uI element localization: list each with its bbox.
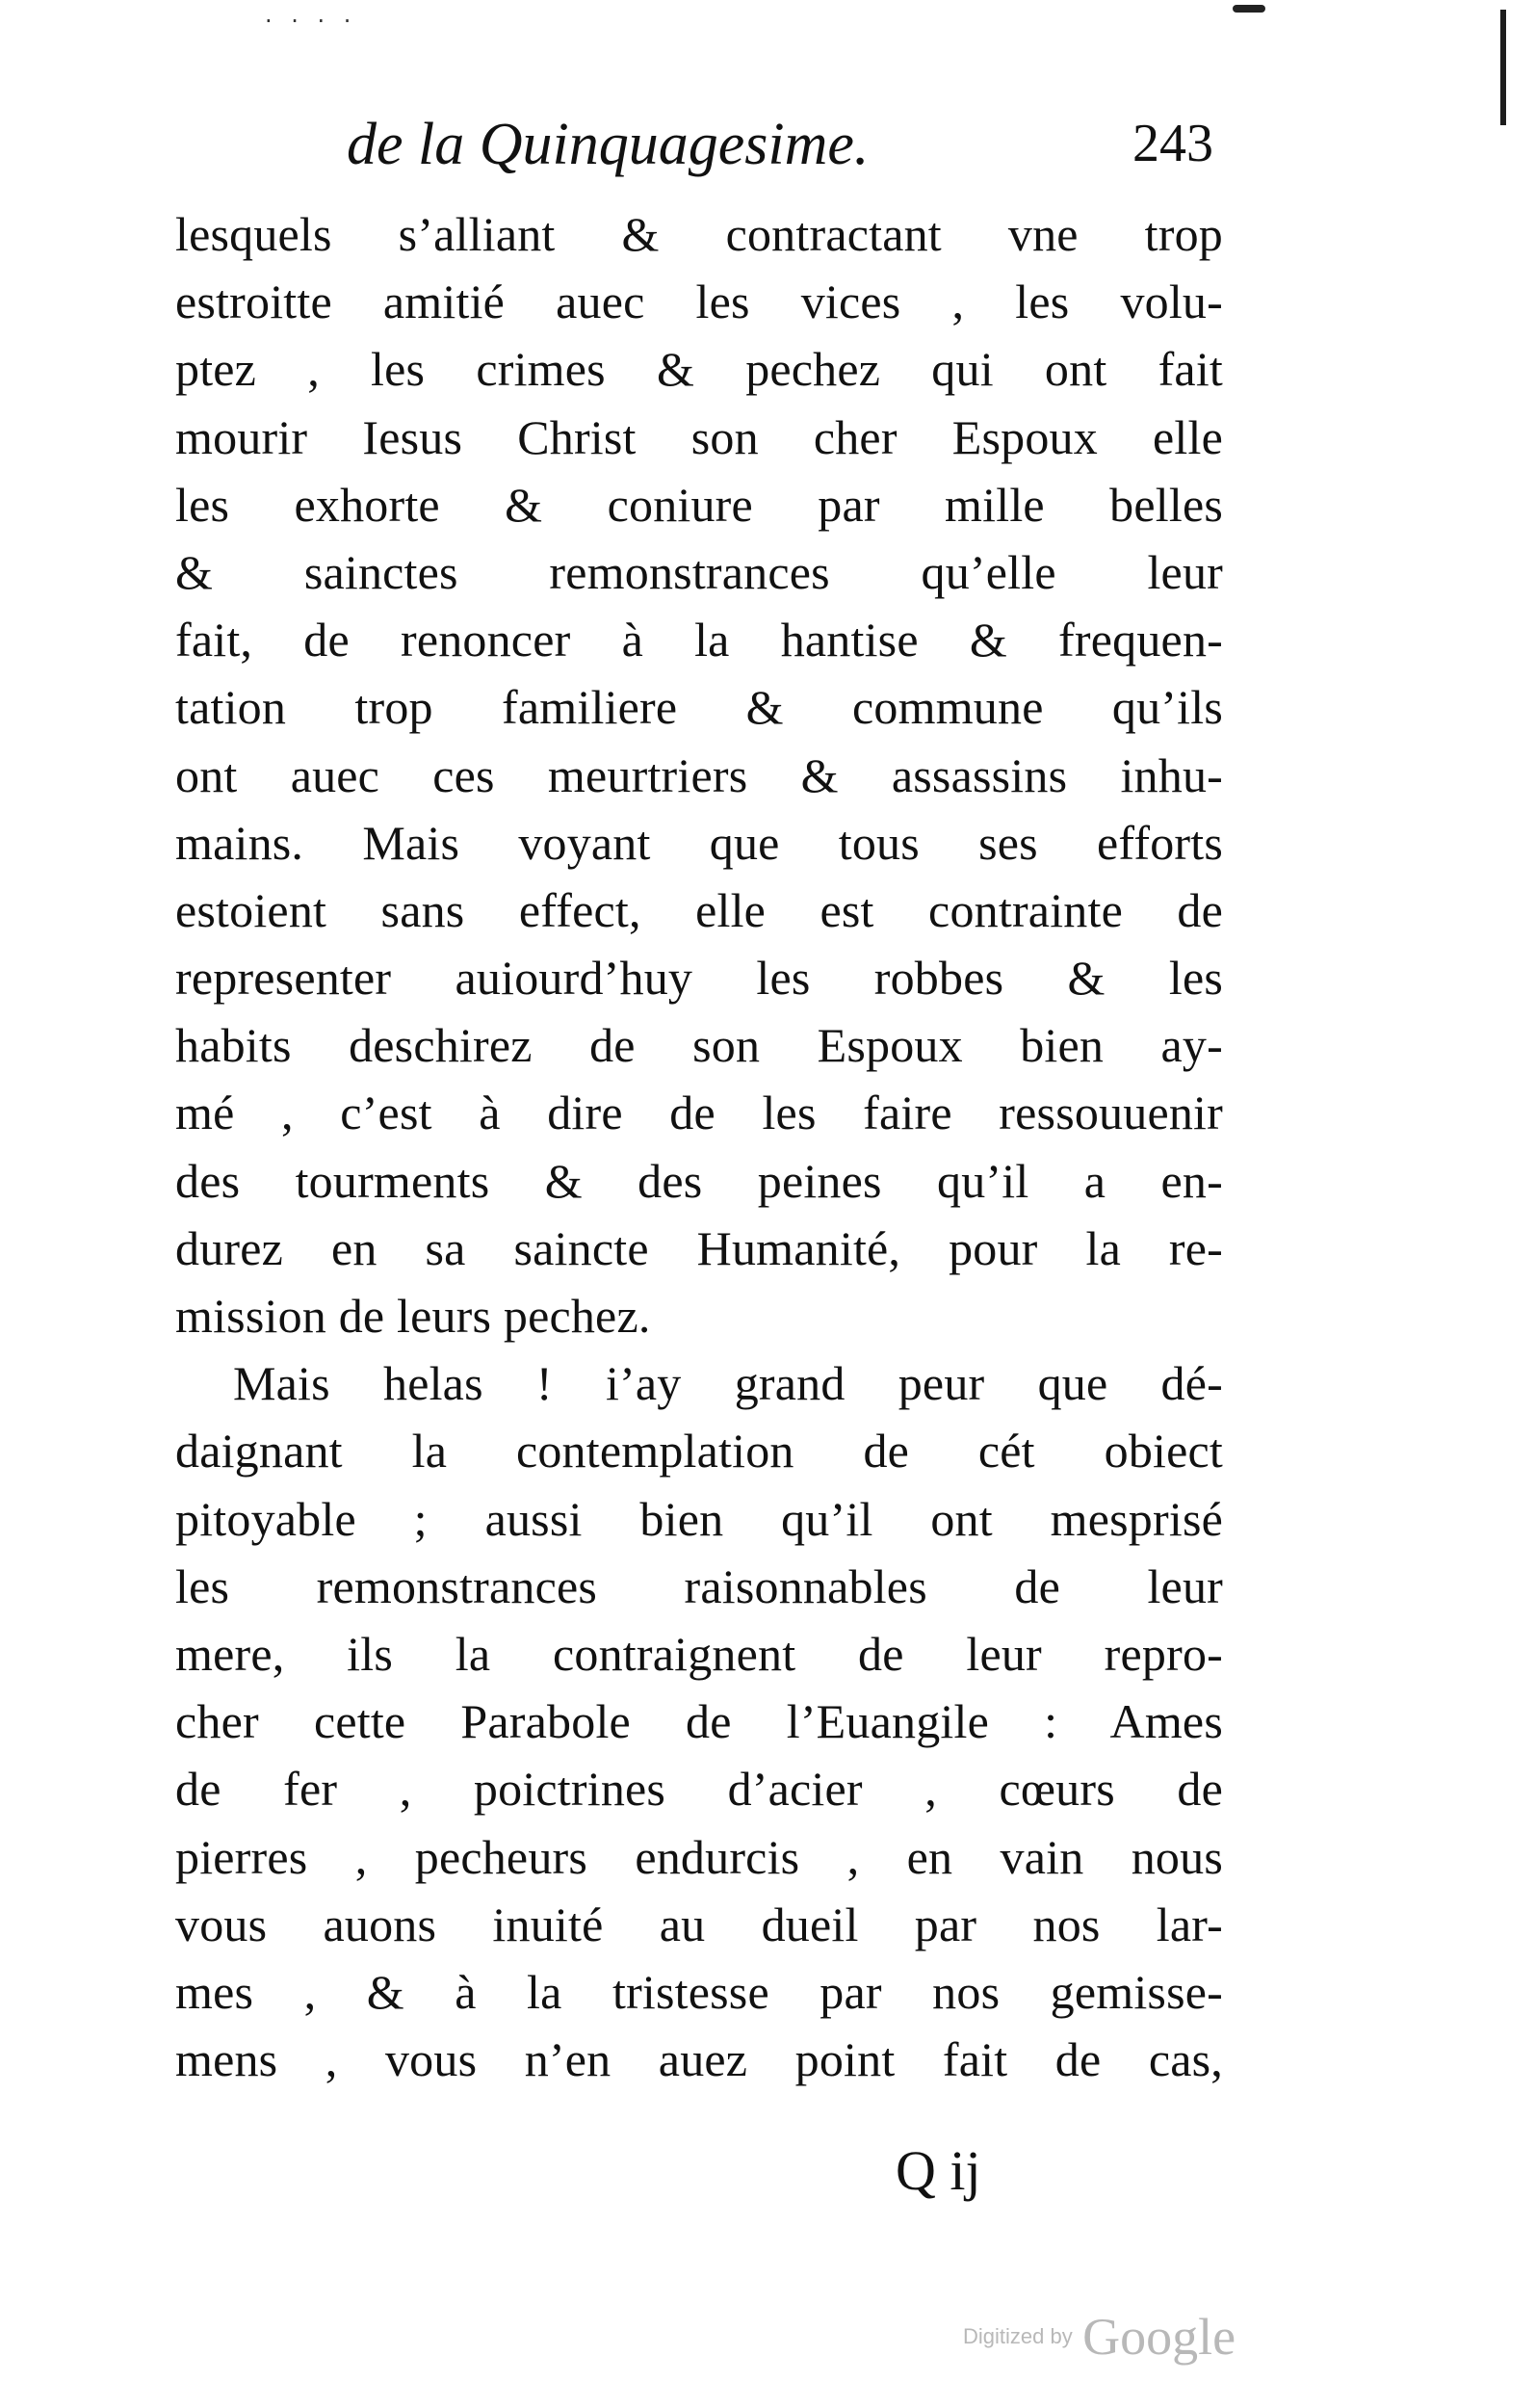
google-logo: Google xyxy=(1082,2308,1236,2366)
text-line: pitoyable ; aussi bien qu’il ont mesprisé xyxy=(175,1491,1223,1546)
attribution-prefix: Digitized by xyxy=(963,2324,1073,2348)
text-line: pierres , pecheurs endurcis , en vain nous xyxy=(175,1829,1223,1884)
running-head xyxy=(347,111,1213,188)
text-line: estroitte amitié auec les vices , les volu- xyxy=(175,275,1223,329)
text-line-paragraph-start: Mais helas ! i’ay grand peur que dé- xyxy=(233,1356,1223,1411)
text-line: lesquels s’alliant & contractant vne trop xyxy=(175,207,1223,261)
page-edge-shadow xyxy=(1500,10,1506,125)
text-line: cher cette Parabole de l’Euangile : Ames xyxy=(175,1694,1223,1749)
text-line: mourir Iesus Christ son cher Espoux elle xyxy=(175,409,1223,464)
text-line: habits deschirez de son Espoux bien ay- xyxy=(175,1018,1223,1073)
ink-specks: · · · · xyxy=(265,8,357,35)
text-line: tation trop familiere & commune qu’ils xyxy=(175,680,1223,735)
text-line: les exhorte & coniure par mille belles xyxy=(175,477,1223,532)
ink-mark xyxy=(1233,5,1265,13)
text-line-paragraph-end: mission de leurs pechez. xyxy=(175,1289,651,1343)
text-line: & sainctes remonstrances qu’elle leur xyxy=(175,544,1223,599)
text-line: les remonstrances raisonnables de leur xyxy=(175,1558,1223,1613)
text-line: ptez , les crimes & pechez qui ont fait xyxy=(175,342,1223,397)
text-line: representer auiourd’huy les robbes & les xyxy=(175,951,1223,1006)
digitization-attribution xyxy=(963,2307,1236,2367)
text-line: mere, ils la contraignent de leur repro- xyxy=(175,1626,1223,1681)
running-title: de la Quinquagesime. xyxy=(347,112,870,177)
text-line: mes , & à la tristesse par nos gemisse- xyxy=(175,1964,1223,2019)
text-line: durez en sa saincte Humanité, pour la re- xyxy=(175,1220,1223,1275)
text-line: des tourments & des peines qu’il a en- xyxy=(175,1153,1223,1208)
text-line: vous auons inuité au dueil par nos lar- xyxy=(175,1897,1223,1951)
text-line: estoient sans effect, elle est contrainte de xyxy=(175,882,1223,937)
text-line: fait, de renoncer à la hantise & frequen- xyxy=(175,613,1223,667)
page-number: 243 xyxy=(1132,114,1213,173)
signature-mark: Q ij xyxy=(896,2139,981,2202)
text-line: mé , c’est à dire de les faire ressouuenir xyxy=(175,1086,1223,1140)
text-block xyxy=(175,200,1223,2087)
text-line: de fer , poictrines d’acier , cœurs de xyxy=(175,1762,1223,1817)
text-line: ont auec ces meurtriers & assassins inhu- xyxy=(175,747,1223,802)
text-line: daignant la contemplation de cét obiect xyxy=(175,1424,1223,1479)
text-line: mens , vous n’en auez point fait de cas, xyxy=(175,2032,1223,2087)
text-line: mains. Mais voyant que tous ses efforts xyxy=(175,815,1223,870)
